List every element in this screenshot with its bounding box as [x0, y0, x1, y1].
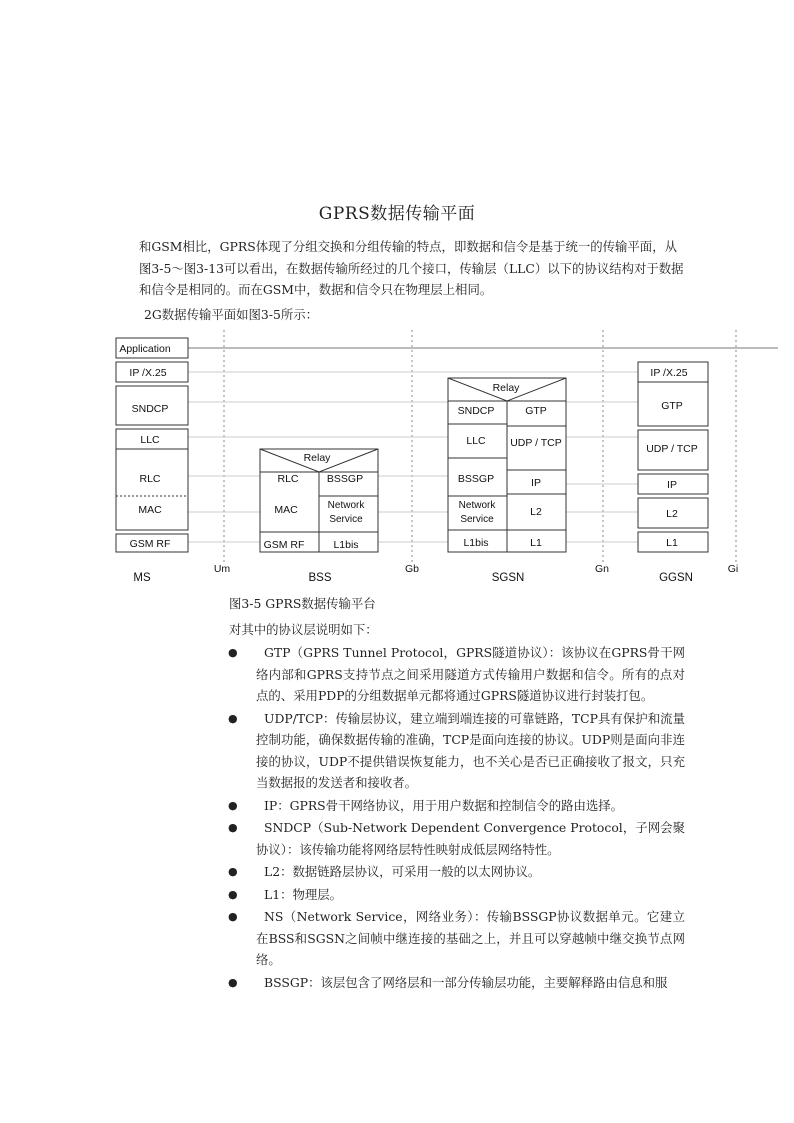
- bullet-icon: ●: [228, 711, 238, 725]
- ms-rlc-mac-box: [116, 449, 188, 530]
- gprs-protocol-diagram: [0, 324, 794, 594]
- intro-paragraph: 和GSM相比，GPRS体现了分组交换和分组传输的特点，即数据和信令是基于统一的传输平面，从图3-5～图3-13可以看出，在数据传输所经过的几个接口，传输层（LLC）以下的协议结构对于数据和信令是相同的。而在GSM中，数据和信令只在物理层上相同。: [139, 239, 684, 297]
- bullet-icon: ●: [228, 910, 238, 923]
- list-item: ● BSSGP：该层包含了网络层和一部分传输层功能，主要解释路由信息和服: [229, 972, 685, 994]
- node-label-ggsn: GGSN: [659, 572, 693, 584]
- figure-caption: 图3-5 GPRS数据传输平台: [229, 596, 376, 611]
- list-item: ● UDP/TCP：传输层协议，建立端到端连接的可靠链路，TCP具有保护和流量控制功能，确保数据传输的准确，TCP是面向连接的协议。UDP则是面向非连接的协议，UDP不提供错误恢复能力，也不关心是否已正确接收了报文，只充当数据报的发送者和接收者。: [229, 708, 685, 794]
- bullet-icon: ●: [228, 975, 238, 989]
- interface-label-um: Um: [213, 563, 231, 575]
- ggsn-layer-ip2: IP: [667, 479, 677, 491]
- bss-layer-rlc: RLC: [277, 473, 299, 485]
- sgsn-relay-label: Relay: [492, 382, 520, 394]
- ggsn-layer-gtp: GTP: [661, 400, 683, 412]
- ms-layer-rlc: RLC: [139, 473, 161, 485]
- protocol-bullet-list: [229, 642, 685, 994]
- legend-intro: 对其中的协议层说明如下：: [229, 622, 378, 637]
- page-title: GPRS数据传输平面: [318, 204, 476, 224]
- list-item: ● L1：物理层。: [229, 884, 685, 906]
- list-item: ● IP：GPRS骨干网络协议，用于用户数据和控制信令的路由选择。: [229, 795, 685, 817]
- ggsn-layer-udp: UDP / TCP: [646, 443, 698, 455]
- bss-layer-mac: MAC: [274, 504, 298, 516]
- ggsn-layer-l2: L2: [666, 508, 678, 520]
- bss-relay-label: Relay: [303, 452, 331, 464]
- interface-label-gb: Gb: [404, 563, 420, 575]
- node-label-ms: MS: [133, 572, 151, 584]
- bullet-icon: ●: [228, 646, 238, 659]
- sgsn-layer-l2: L2: [530, 506, 542, 518]
- diagram-intro-line: 2G数据传输平面如图3-5所示：: [144, 307, 319, 322]
- sgsn-layer-bssgp: BSSGP: [457, 473, 495, 485]
- ms-layer-application: Application: [119, 343, 171, 355]
- list-item: ● NS（Network Service，网络业务）：传输BSSGP协议数据单元。它建立在BSS和SGSN之间帧中继连接的基础之上，并且可以穿越帧中继交换节点网络。: [229, 906, 685, 971]
- ms-layer-ip: IP /X.25: [129, 367, 167, 379]
- ggsn-layer-ip: IP /X.25: [650, 367, 688, 379]
- sgsn-layer-l1: L1: [530, 537, 542, 549]
- ggsn-layer-l1: L1: [666, 537, 678, 549]
- bullet-icon: ●: [228, 798, 238, 812]
- bss-layer-l1bis: L1bis: [333, 539, 359, 551]
- sgsn-layer-ip: IP: [531, 477, 541, 489]
- node-label-sgsn: SGSN: [491, 572, 525, 584]
- ms-layer-llc: LLC: [140, 434, 160, 446]
- ms-layer-mac: MAC: [138, 504, 162, 516]
- list-item: ● GTP（GPRS Tunnel Protocol，GPRS隧道协议）：该协议在GPRS骨干网络内部和GPRS支持节点之间采用隧道方式传输用户数据和信令。所有的点对点的、采用PDP的分组数据单元都将通过GPRS隧道协议进行封装打包。: [229, 642, 685, 707]
- list-item: ● L2：数据链路层协议，可采用一般的以太网协议。: [229, 861, 685, 883]
- interface-label-gn: Gn: [594, 563, 610, 575]
- sgsn-layer-udp: UDP / TCP: [510, 437, 562, 449]
- bullet-icon: ●: [228, 865, 238, 878]
- interface-label-gi: Gi: [727, 563, 739, 575]
- sgsn-layer-sndcp: SNDCP: [457, 405, 495, 417]
- bss-layer-bssgp: BSSGP: [326, 473, 364, 485]
- bullet-icon: ●: [228, 821, 238, 834]
- node-label-bss: BSS: [308, 572, 332, 584]
- sgsn-layer-ns: Network Service: [458, 500, 496, 525]
- sgsn-layer-gtp: GTP: [525, 405, 547, 417]
- list-item: ● SNDCP（Sub-Network Dependent Convergence Protocol，子网会聚协议）：该传输功能将网络层特性映射成低层网络特性。: [229, 817, 685, 860]
- sgsn-layer-l1bis: L1bis: [463, 537, 489, 549]
- sgsn-layer-llc: LLC: [466, 435, 486, 447]
- ms-layer-gsmrf: GSM RF: [129, 538, 171, 550]
- bss-layer-gsmrf: GSM RF: [263, 539, 305, 551]
- bullet-icon: ●: [228, 887, 238, 901]
- bss-layer-ns: Network Service: [327, 500, 365, 525]
- ms-layer-sndcp: SNDCP: [131, 403, 169, 415]
